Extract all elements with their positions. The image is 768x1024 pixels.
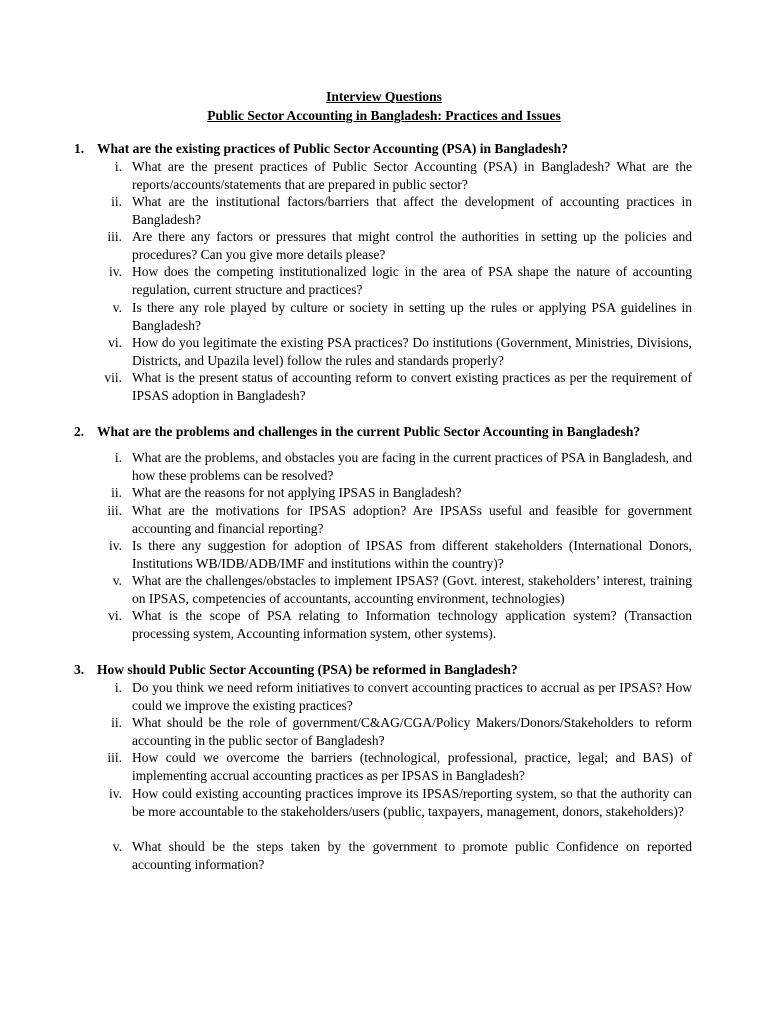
list-item-text: How could we overcome the barriers (technological, professional, practice, legal; and BAS) of implementing accrual accounting practices as per IPSAS in Bangladesh?: [132, 750, 692, 783]
list-item-number: vi.: [108, 608, 122, 623]
list-item-number: iii.: [107, 750, 122, 765]
list-item-number: iii.: [107, 503, 122, 518]
list-item-text: What are the institutional factors/barriers that affect the development of accounting practices in Bangladesh?: [132, 194, 692, 227]
list-item-text: What is the scope of PSA relating to Information technology application system? (Transaction processing system, Accounting information system, other systems).: [132, 608, 692, 641]
list-item-text: What should be the role of government/C&AG/CGA/Policy Makers/Donors/Stakeholders to reform accounting in the public sector of Bangladesh?: [132, 715, 692, 748]
list-item-text: Do you think we need reform initiatives to convert accounting practices to accrual as per IPSAS? How could we improve the existing practices?: [132, 680, 692, 713]
list-item-text: What are the problems, and obstacles you are facing in the current practices of PSA in Bangladesh, and how these problems can be resolved?: [132, 450, 692, 483]
list-item-text: What are the challenges/obstacles to implement IPSAS? (Govt. interest, stakeholders’ interest, training on IPSAS, competencies of accountants, accounting environment, technologies): [132, 573, 692, 606]
list-item-text: What are the present practices of Public Sector Accounting (PSA) in Bangladesh? What are the reports/accounts/statements that are prepared in public sector?: [132, 159, 692, 192]
section-question: How should Public Sector Accounting (PSA) be reformed in Bangladesh?: [97, 662, 518, 677]
list-item-number: i.: [114, 680, 122, 695]
list-item-number: vii.: [104, 370, 122, 385]
list-item-number: v.: [112, 839, 122, 854]
document-subtitle: Public Sector Accounting in Bangladesh: Practices and Issues: [207, 108, 561, 123]
document-title: Interview Questions: [326, 89, 442, 104]
list-item-text: What are the motivations for IPSAS adoption? Are IPSASs useful and feasible for government accounting and financial reporting?: [132, 503, 692, 536]
list-item-text: Are there any factors or pressures that might control the authorities in setting up the policies and procedures? Can you give more details please?: [132, 229, 692, 262]
list-item-number: ii.: [111, 194, 122, 209]
section-number: 2.: [74, 424, 85, 439]
list-item-number: iv.: [109, 538, 122, 553]
list-item-number: iii.: [107, 229, 122, 244]
list-item-number: vi.: [108, 335, 122, 350]
section-number: 3.: [74, 662, 85, 677]
list-item-number: ii.: [111, 485, 122, 500]
list-item-number: v.: [112, 573, 122, 588]
list-item-text: Is there any suggestion for adoption of IPSAS from different stakeholders (International Donors, Institutions WB/IDB/ADB/IMF and institutions within the country)?: [132, 538, 692, 571]
list-item-text: How does the competing institutionalized logic in the area of PSA shape the nature of accounting regulation, current structure and practices?: [132, 264, 692, 297]
section-number: 1.: [74, 141, 85, 156]
section-question: What are the existing practices of Public Sector Accounting (PSA) in Bangladesh?: [97, 141, 568, 156]
list-item-number: iv.: [109, 786, 122, 801]
section-question: What are the problems and challenges in the current Public Sector Accounting in Bangladesh?: [97, 424, 641, 439]
list-item-text: How could existing accounting practices improve its IPSAS/reporting system, so that the authority can be more accountable to the stakeholders/users (public, taxpayers, management, donors, stakeholders)?: [132, 786, 692, 819]
list-item-text: Is there any role played by culture or society in setting up the rules or applying PSA guidelines in Bangladesh?: [132, 300, 692, 333]
list-item-text: What should be the steps taken by the government to promote public Confidence on reported accounting information?: [132, 839, 692, 872]
list-item-text: How do you legitimate the existing PSA practices? Do institutions (Government, Ministries, Divisions, Districts, and Upazila level) follow the rules and standards properly?: [132, 335, 692, 368]
list-item-number: ii.: [111, 715, 122, 730]
list-item-text: What are the reasons for not applying IPSAS in Bangladesh?: [132, 485, 462, 500]
list-item-text: What is the present status of accounting reform to convert existing practices as per the requirement of IPSAS adoption in Bangladesh?: [132, 370, 692, 403]
list-item-number: v.: [112, 300, 122, 315]
list-item-number: iv.: [109, 264, 122, 279]
list-item-number: i.: [114, 450, 122, 465]
list-item-number: i.: [114, 159, 122, 174]
